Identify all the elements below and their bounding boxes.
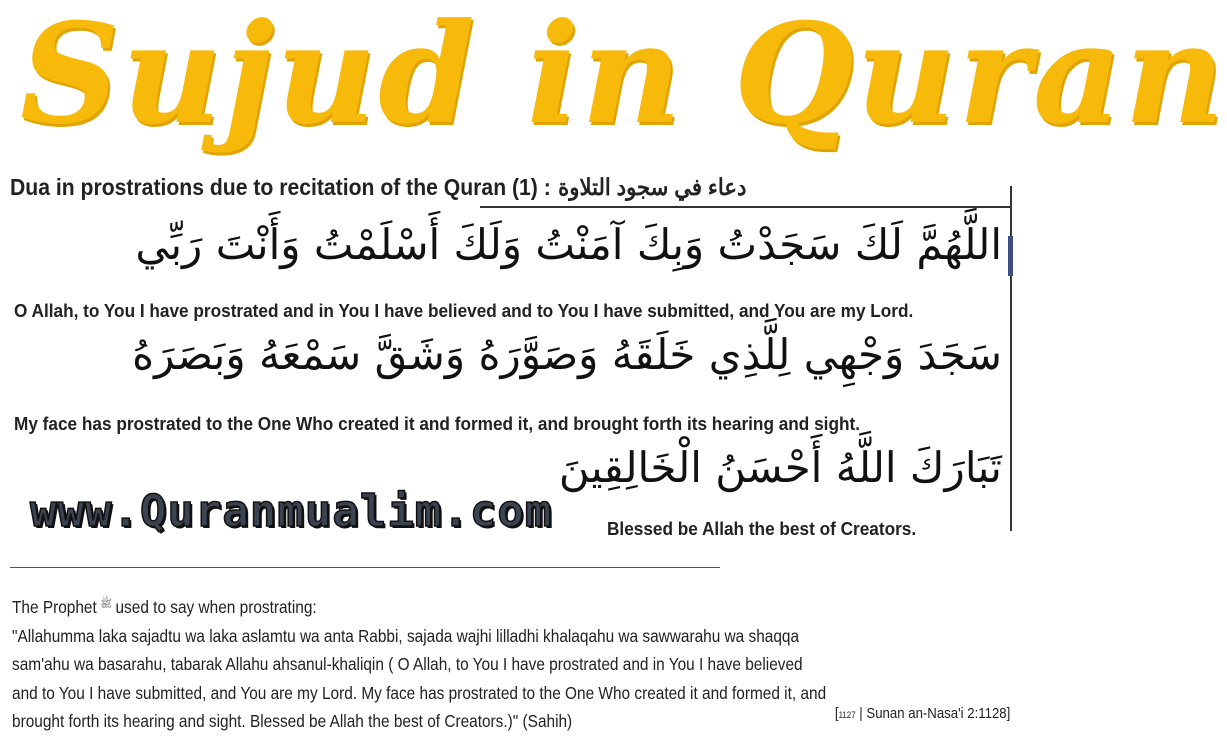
dua-arabic-3: تَبَارَكَ اللَّهُ أَحْسَنُ الْخَالِقِينَ (558, 443, 1002, 492)
header-underline (480, 206, 1010, 208)
header-english: Dua in prostrations due to recitation of the Quran (1) : (10, 174, 551, 200)
hadith-line: sam'ahu wa basarahu, tabarak Allahu ahsanul-khaliqin ( O Allah, to You I have prostrated and in You I have believed (12, 654, 803, 674)
hadith-line: "Allahumma laka sajadtu wa laka aslamtu wa anta Rabbi, sajada wajhi lilladhi khalaqahu wa sawwarahu wa shaqqa (12, 625, 800, 646)
dua-arabic-1: اللَّهُمَّ لَكَ سَجَدْتُ وَبِكَ آمَنْتُ وَلَكَ أَسْلَمْتُ وَأَنْتَ رَبِّي (135, 220, 1002, 269)
hadith-intro (12, 590, 901, 622)
ref-source: Sunan an-Nasa'i 2:1128 (866, 705, 1007, 722)
dua-english-2: My face has prostrated to the One Who created it and formed it, and brought forth its hearing and sight. (14, 413, 860, 434)
hadith-reference: [1127 | Sunan an-Nasa'i 2:1128] (834, 705, 1010, 722)
ref-number: 1127 (838, 710, 856, 720)
divider-line (10, 567, 720, 568)
intro-after: used to say when prostrating: (115, 597, 317, 617)
dua-english-3: Blessed be Allah the best of Creators. (607, 518, 917, 539)
intro-before: The Prophet (12, 597, 97, 617)
hadith-line: brought forth its hearing and sight. Blessed be Allah the best of Creators.)" (Sahih) (12, 711, 573, 731)
page-title: Sujud in Quran (20, 0, 1227, 155)
pbuh-calligraphy-icon: ﷺ (100, 597, 112, 610)
hadith-line: and to You I have submitted, and You are my Lord. My face has prostrated to the One Who created it and formed it, and (12, 682, 827, 703)
website-watermark: www.Quranmualim.com (30, 486, 553, 537)
header-arabic: دعاء في سجود التلاوة (558, 174, 747, 200)
dua-arabic-2: سَجَدَ وَجْهِي لِلَّذِي خَلَقَهُ وَصَوَّرَهُ وَشَقَّ سَمْعَهُ وَبَصَرَهُ (132, 330, 1002, 379)
section-header (10, 174, 746, 201)
dua-english-1: O Allah, to You I have prostrated and in You I have believed and to You I have submitted, and You are my Lord. (14, 300, 914, 321)
divider-marker (1008, 236, 1013, 276)
